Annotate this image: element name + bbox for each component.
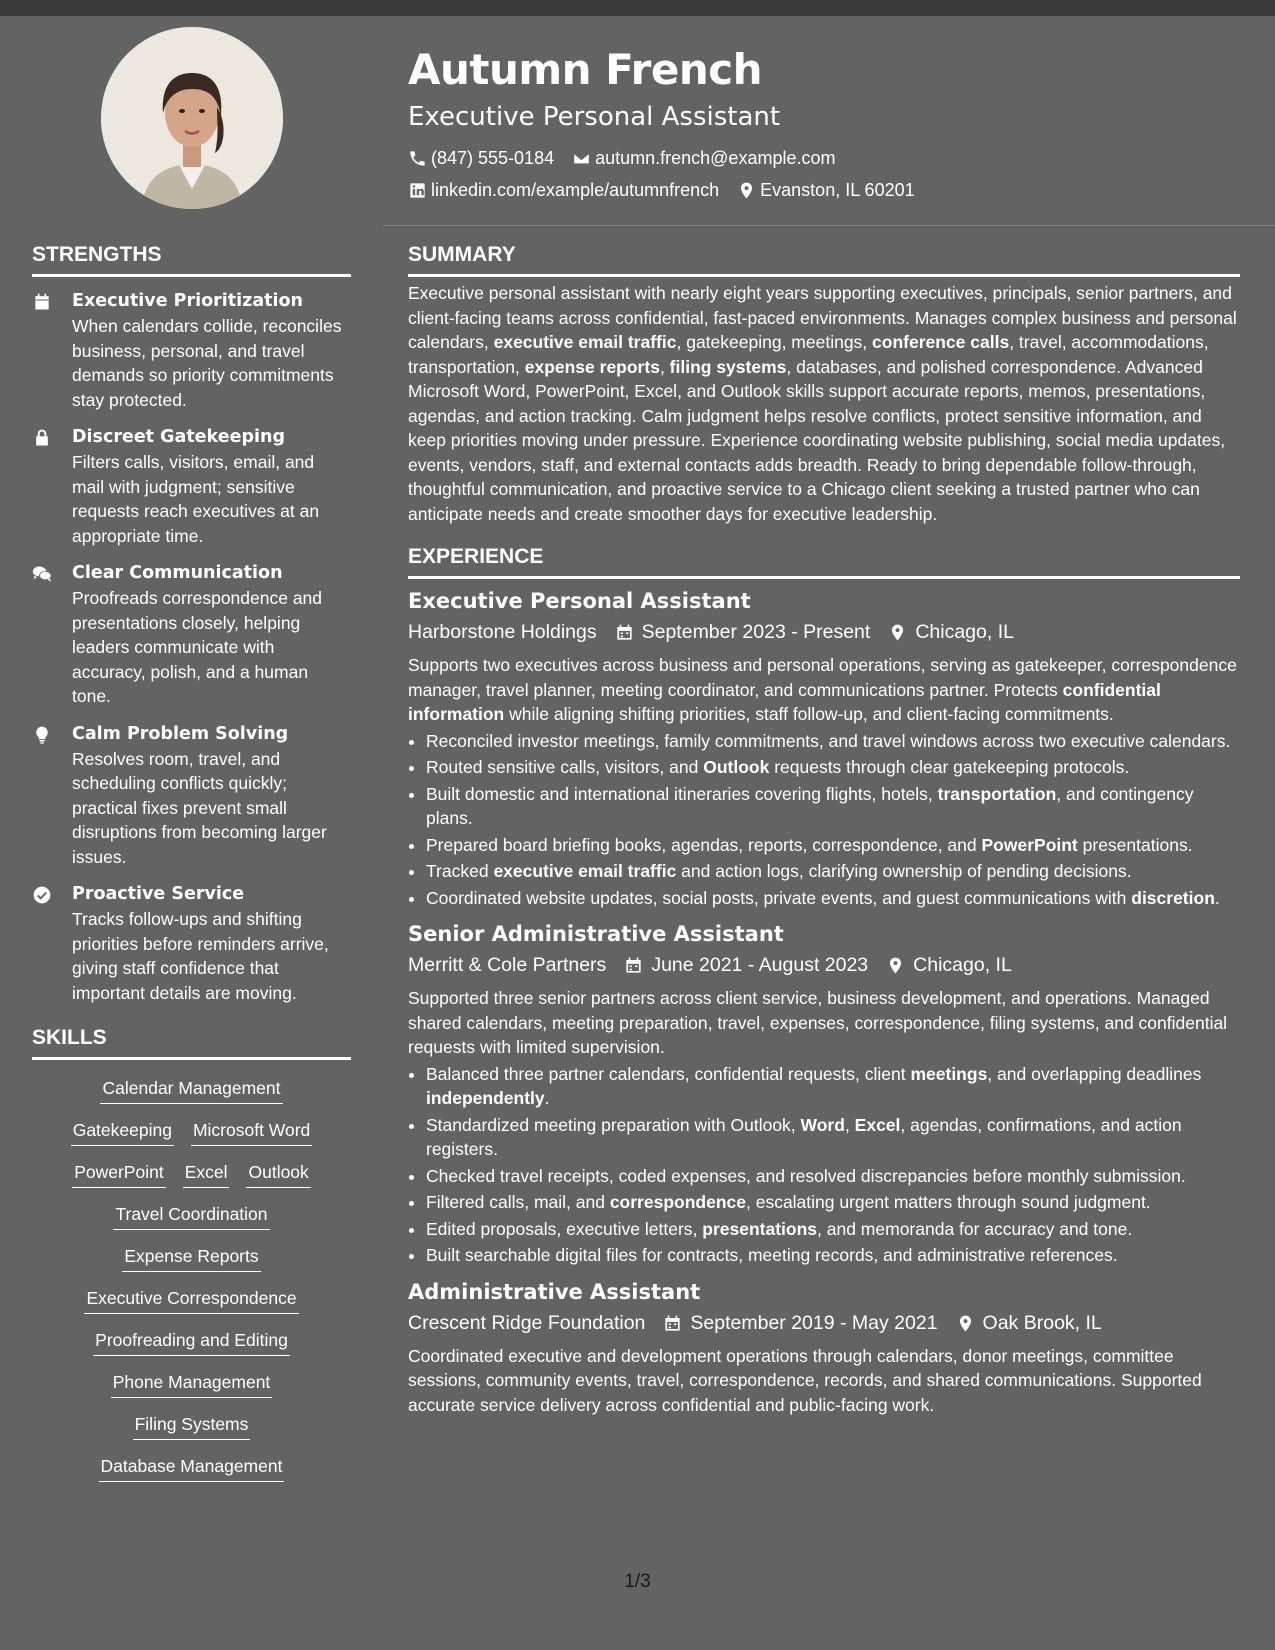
bold-keyword: independently (426, 1088, 545, 1108)
job-meta (408, 950, 1240, 981)
bold-keyword: confidential information (408, 679, 1161, 724)
strength-item (32, 289, 351, 412)
experience-heading: EXPERIENCE (408, 540, 1240, 579)
strength-title: Calm Problem Solving (72, 723, 289, 744)
profile-photo-illustration (101, 27, 283, 209)
bold-keyword: expense reports (524, 356, 660, 377)
job-bullet: • Built domestic and international itineraries covering flights, hotels, transportation, and contingency plans. (426, 782, 1240, 831)
bold-keyword: meetings (910, 1063, 988, 1084)
job-bullet: • Built searchable digital files for contracts, meeting records, and administrative references. (426, 1243, 1240, 1268)
job-meta (408, 617, 1240, 648)
map-pin-icon (888, 623, 907, 642)
job-title: Administrative Assistant (408, 1279, 701, 1304)
phone-text: (847) 555-0184 (431, 148, 555, 168)
bold-keyword: conference calls (872, 332, 1010, 352)
summary-text: Executive personal assistant with nearly eight years supporting executives, principals, senior partners, and client-facing teams across confidential, fast-paced environments. Manages complex business and personal calendars, executive email traffic, gatekeeping, meetings, conference calls, travel, accommodations, transportation, expense reports, filing systems, databases, and polished correspondence. Advanced Microsoft Word, PowerPoint, Excel, and Outlook skills support accurate reports, memos, presentations, agendas, and action tracking. Calm judgment helps resolve conflicts, protect sensitive information, and keep priorities moving under pressure. Experience coordinating website publishing, social media updates, events, vendors, staff, and external contacts adds breadth. Ready to bring dependable follow-through, thoughtful communication, and proactive service to a Chicago client seeking a trusted partner who can anticipate needs and create smoother days for executive leadership. (408, 283, 1237, 524)
job-description: Supported three senior partners across client service, business development, and operations. Managed shared calendars, meeting preparation, travel, expenses, correspondence, filing systems, and confidential requests with limited supervision. (408, 988, 1228, 1057)
job-bullet: • Checked travel receipts, coded expenses, and resolved discrepancies before monthly submission. (426, 1164, 1240, 1189)
job-location: Oak Brook, IL (982, 1311, 1102, 1334)
main-content (408, 238, 1240, 1417)
bold-keyword: filing systems (669, 356, 787, 377)
strength-text: When calendars collide, reconciles business, personal, and travel demands so priority commitments stay protected. (72, 316, 342, 410)
bold-keyword: Word (800, 1114, 845, 1135)
job-location: Chicago, IL (915, 621, 1014, 643)
calendar-icon (663, 1314, 682, 1333)
strength-title: Clear Communication (72, 563, 283, 583)
strength-item (32, 722, 351, 870)
linkedin-text: linkedin.com/example/autumnfrench (431, 180, 720, 200)
skills-heading: SKILLS (32, 1021, 351, 1060)
envelope-icon (572, 149, 591, 168)
bold-keyword: executive email traffic (493, 332, 677, 352)
summary-heading: SUMMARY (408, 238, 1240, 277)
check-circle-icon (32, 885, 52, 905)
location-text: Evanston, IL 60201 (760, 180, 915, 200)
job-dates: September 2019 - May 2021 (690, 1311, 938, 1334)
strengths-list (32, 289, 351, 1005)
skill-tag: Calendar Management (100, 1074, 282, 1104)
job-meta (408, 1308, 1240, 1339)
candidate-name: Autumn French (408, 45, 763, 94)
calendar-icon (615, 623, 634, 642)
job-location: Chicago, IL (913, 954, 1012, 976)
job-company: Crescent Ridge Foundation (408, 1311, 646, 1334)
strength-text: Tracks follow-ups and shifting priorities before reminders arrive, giving staff confidence that important details are moving. (72, 909, 329, 1003)
job-dates: June 2021 - August 2023 (651, 954, 869, 976)
job-entry (408, 1276, 1240, 1418)
location-contact (737, 174, 914, 206)
bold-keyword: presentations (702, 1218, 818, 1239)
job-description: Coordinated executive and development operations through calendars, donor meetings, committee sessions, community events, travel, correspondence, records, and shared communications. Supported accurate service delivery across confidential and public-facing work. (408, 1345, 1202, 1415)
strength-title: Proactive Service (72, 884, 245, 904)
skills-list (32, 1074, 351, 1482)
job-bullet: • Prepared board briefing books, agendas, reports, correspondence, and PowerPoint presentations. (426, 833, 1240, 858)
calendar-icon (32, 292, 52, 312)
job-bullets (408, 1062, 1240, 1268)
job-bullet: • Reconciled investor meetings, family commitments, and travel windows across two executive calendars. (426, 729, 1240, 754)
bold-keyword: PowerPoint (981, 834, 1078, 855)
strength-text: Proofreads correspondence and presentations closely, helping leaders communicate with accuracy, polish, and a human tone. (72, 588, 323, 706)
skill-tag: Database Management (99, 1452, 285, 1482)
job-bullet: • Balanced three partner calendars, confidential requests, client meetings, and overlapping deadlines independently. (426, 1062, 1240, 1111)
page-number: 1/3 (624, 1571, 651, 1592)
job-bullets (408, 729, 1240, 911)
job-dates: September 2023 - Present (641, 621, 871, 643)
skill-tag: Microsoft Word (191, 1116, 312, 1146)
job-entry (408, 918, 1240, 1268)
job-bullet: • Coordinated website updates, social posts, private events, and guest communications with discretion. (426, 886, 1240, 911)
job-title: Executive Personal Assistant (408, 589, 751, 613)
strength-text: Resolves room, travel, and scheduling conflicts quickly; practical fixes prevent small disruptions from becoming larger issues. (72, 748, 327, 867)
job-bullet: • Routed sensitive calls, visitors, and Outlook requests through clear gatekeeping protocols. (426, 755, 1240, 780)
map-pin-icon (956, 1314, 975, 1333)
job-bullet: • Tracked executive email traffic and action logs, clarifying ownership of pending decisions. (426, 859, 1240, 884)
skill-tag: Gatekeeping (71, 1116, 174, 1146)
email-text: autumn.french@example.com (595, 148, 836, 168)
skill-tag: Proofreading and Editing (93, 1326, 290, 1356)
bold-keyword: transportation (937, 783, 1057, 804)
linkedin-contact[interactable] (408, 174, 719, 206)
bold-keyword: Excel (854, 1114, 901, 1135)
sidebar (32, 238, 351, 1494)
skill-tag: PowerPoint (72, 1158, 166, 1188)
phone-icon (408, 149, 427, 168)
phone-contact[interactable] (408, 142, 554, 174)
bold-keyword: discretion (1131, 887, 1215, 908)
job-bullet: • Edited proposals, executive letters, presentations, and memoranda for accuracy and tone. (426, 1217, 1240, 1242)
lightbulb-icon (32, 725, 52, 745)
skill-tag: Executive Correspondence (84, 1284, 298, 1314)
header-divider (383, 225, 1275, 226)
calendar-icon (624, 956, 643, 975)
contact-row-2 (408, 174, 1228, 206)
job-description: Supports two executives across business and personal operations, serving as gatekeeper, correspondence manager, travel planner, meeting coordinator, and communications partner. Protects confidential information while aligning shifting priorities, staff follow-up, and client-facing commitments. (408, 655, 1237, 724)
chat-icon (32, 564, 52, 584)
strength-item (32, 425, 351, 548)
job-bullet: • Filtered calls, mail, and correspondence, escalating urgent matters through sound judgment. (426, 1190, 1240, 1215)
skill-tag: Expense Reports (122, 1242, 260, 1272)
lock-icon (32, 428, 52, 448)
bold-keyword: executive email traffic (493, 861, 677, 881)
skill-tag: Filing Systems (133, 1410, 251, 1440)
linkedin-icon (408, 181, 427, 200)
top-bar (0, 0, 1275, 16)
strength-title: Discreet Gatekeeping (72, 427, 285, 447)
strength-title: Executive Prioritization (72, 291, 303, 311)
profile-photo (101, 27, 283, 209)
contact-row-1 (408, 142, 1228, 174)
map-pin-icon (737, 181, 756, 200)
resume-header (408, 40, 1228, 206)
email-contact[interactable] (572, 142, 835, 174)
job-company: Harborstone Holdings (408, 621, 597, 643)
skill-tag: Outlook (246, 1158, 310, 1188)
strength-text: Filters calls, visitors, email, and mail with judgment; sensitive requests reach executives at an appropriate time. (72, 452, 320, 546)
strength-item (32, 561, 351, 709)
job-bullet: • Standardized meeting preparation with Outlook, Word, Excel, agendas, confirmations, and action registers. (426, 1113, 1240, 1162)
bold-keyword: correspondence (609, 1192, 746, 1212)
candidate-title: Executive Personal Assistant (408, 102, 781, 132)
skill-tag: Excel (183, 1158, 230, 1188)
job-company: Merritt & Cole Partners (408, 954, 607, 976)
strength-item (32, 882, 351, 1005)
skill-tag: Phone Management (111, 1368, 273, 1398)
bold-keyword: Outlook (703, 757, 770, 777)
job-title: Senior Administrative Assistant (408, 922, 784, 946)
skill-tag: Travel Coordination (113, 1200, 269, 1230)
map-pin-icon (886, 956, 905, 975)
strengths-heading: STRENGTHS (32, 238, 351, 277)
job-entry (408, 585, 1240, 910)
